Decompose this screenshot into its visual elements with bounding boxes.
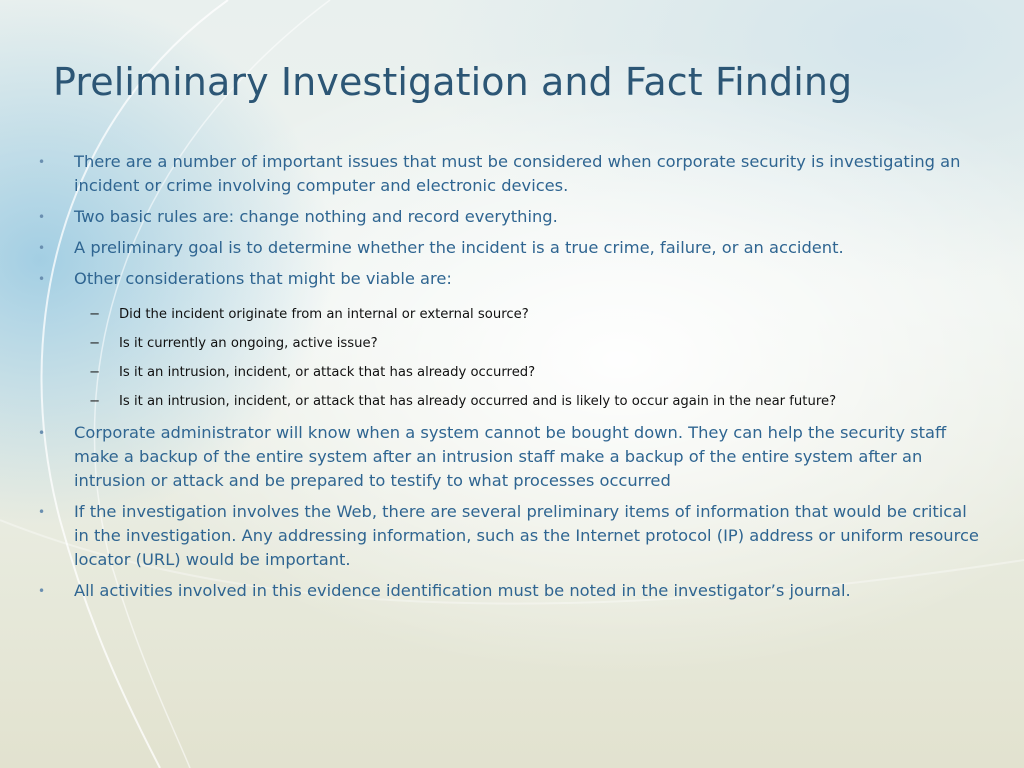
bullet-list — [32, 150, 982, 298]
bullet-text: There are a number of important issues that must be considered when corporate security is investigating an incident or crime involving computer and electronic devices. — [74, 152, 961, 195]
sub-list-item — [32, 334, 982, 354]
list-item — [32, 500, 982, 572]
bullet-text: If the investigation involves the Web, there are several preliminary items of information that would be critical in the investigation. Any addressing information, such as the Internet protocol (IP) address or uniform resource locator (URL) would be important. — [74, 502, 979, 569]
list-item — [32, 267, 982, 291]
sub-bullet-text: Is it currently an ongoing, active issue? — [119, 336, 378, 351]
dash-icon: − — [89, 394, 101, 409]
dash-icon: − — [89, 336, 101, 351]
bullet-icon: • — [38, 584, 46, 598]
dash-icon: − — [89, 365, 101, 380]
list-item — [32, 579, 982, 603]
bullet-text: Two basic rules are: change nothing and record everything. — [74, 207, 558, 226]
bullet-icon: • — [38, 272, 46, 286]
bullet-icon: • — [38, 241, 46, 255]
list-item — [32, 421, 982, 493]
sub-bullet-list — [32, 305, 982, 421]
sub-list-item — [32, 392, 982, 412]
sub-list-item — [32, 363, 982, 383]
dash-icon: − — [89, 307, 101, 322]
bullet-text: Corporate administrator will know when a system cannot be bought down. They can help the security staff make a backup of the entire system after an intrusion staff make a backup of the entire system after an intrusion or attack and be prepared to testify to what processes occurred — [74, 423, 947, 490]
sub-bullet-text: Did the incident originate from an internal or external source? — [119, 307, 529, 322]
list-item — [32, 236, 982, 260]
sub-bullet-text: Is it an intrusion, incident, or attack that has already occurred and is likely to occur again in the near future? — [119, 394, 837, 409]
bullet-icon: • — [38, 426, 46, 440]
bullet-icon: • — [38, 505, 46, 519]
bullet-icon: • — [38, 210, 46, 224]
list-item — [32, 150, 982, 198]
bullet-text: All activities involved in this evidence identification must be noted in the investigator’s journal. — [74, 581, 851, 600]
bullet-icon: • — [38, 155, 46, 169]
bullet-text: A preliminary goal is to determine whether the incident is a true crime, failure, or an accident. — [74, 238, 844, 257]
bullet-text: Other considerations that might be viable are: — [74, 269, 452, 288]
sub-bullet-text: Is it an intrusion, incident, or attack that has already occurred? — [119, 365, 536, 380]
list-item — [32, 205, 982, 229]
bullet-list-continued — [32, 421, 982, 610]
sub-list-item — [32, 305, 982, 325]
slide-title: Preliminary Investigation and Fact Finding — [53, 60, 853, 104]
